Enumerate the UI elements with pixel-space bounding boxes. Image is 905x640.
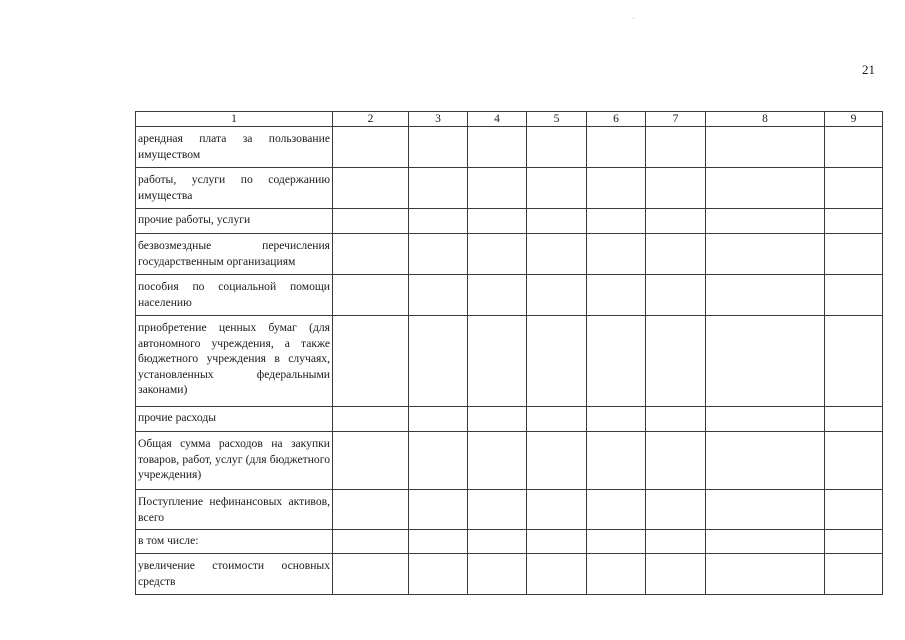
table-cell <box>468 432 527 490</box>
table-cell <box>468 554 527 595</box>
row-label: в том числе: <box>136 530 333 554</box>
table-row <box>136 530 883 554</box>
row-label: безвозмездные перечисления государственным организациям <box>136 234 333 275</box>
table-cell <box>527 209 587 234</box>
table-cell <box>587 407 646 432</box>
table-cell <box>706 554 825 595</box>
table-cell <box>706 234 825 275</box>
table-cell <box>527 432 587 490</box>
table-cell <box>825 127 883 168</box>
table-cell <box>587 275 646 316</box>
table-cell <box>333 316 409 407</box>
table-cell <box>646 490 706 530</box>
table-row <box>136 490 883 530</box>
row-label: Поступление нефинансовых активов, всего <box>136 490 333 530</box>
table-cell <box>333 554 409 595</box>
table-header-row <box>136 112 883 127</box>
table-cell <box>409 530 468 554</box>
page-number: 21 <box>862 62 875 77</box>
row-label: арендная плата за пользование имуществом <box>136 127 333 168</box>
table-cell <box>333 127 409 168</box>
table-cell <box>825 554 883 595</box>
table-cell <box>706 490 825 530</box>
table-cell <box>587 554 646 595</box>
table-cell <box>468 209 527 234</box>
row-label: работы, услуги по содержанию имущества <box>136 168 333 209</box>
table-row <box>136 432 883 490</box>
table-cell <box>646 432 706 490</box>
report-table <box>135 111 883 595</box>
table-cell <box>333 530 409 554</box>
table-cell <box>409 432 468 490</box>
table-cell <box>706 127 825 168</box>
table-cell <box>468 234 527 275</box>
table-cell <box>409 554 468 595</box>
table-cell <box>706 432 825 490</box>
column-header: 9 <box>825 112 883 127</box>
table-cell <box>706 168 825 209</box>
table-cell <box>706 275 825 316</box>
table-cell <box>527 316 587 407</box>
table-cell <box>825 432 883 490</box>
column-header: 7 <box>646 112 706 127</box>
table-cell <box>825 490 883 530</box>
table-cell <box>468 168 527 209</box>
table-cell <box>825 209 883 234</box>
table-cell <box>468 530 527 554</box>
table-cell <box>333 490 409 530</box>
table-cell <box>468 407 527 432</box>
table-cell <box>587 530 646 554</box>
table-cell <box>468 316 527 407</box>
table-row <box>136 209 883 234</box>
column-header: 5 <box>527 112 587 127</box>
table-cell <box>646 316 706 407</box>
table-cell <box>409 316 468 407</box>
table-cell <box>646 407 706 432</box>
table-cell <box>333 209 409 234</box>
table-cell <box>527 275 587 316</box>
row-label: прочие расходы <box>136 407 333 432</box>
table-cell <box>825 168 883 209</box>
table-row <box>136 316 883 407</box>
table-cell <box>527 127 587 168</box>
column-header: 6 <box>587 112 646 127</box>
table-cell <box>646 530 706 554</box>
row-label: Общая сумма расходов на закупки товаров, работ, услуг (для бюджетного учреждения) <box>136 432 333 490</box>
table-cell <box>409 407 468 432</box>
table-cell <box>825 316 883 407</box>
table-row <box>136 407 883 432</box>
table-cell <box>646 554 706 595</box>
row-label: пособия по социальной помощи населению <box>136 275 333 316</box>
table-cell <box>468 127 527 168</box>
column-header: 1 <box>136 112 333 127</box>
table-cell <box>646 127 706 168</box>
table-row <box>136 127 883 168</box>
table-cell <box>646 234 706 275</box>
table-row <box>136 234 883 275</box>
table-cell <box>527 490 587 530</box>
table-cell <box>527 168 587 209</box>
table-row <box>136 275 883 316</box>
table-cell <box>409 209 468 234</box>
table-cell <box>706 316 825 407</box>
table-cell <box>409 168 468 209</box>
table-cell <box>587 490 646 530</box>
table-cell <box>527 234 587 275</box>
table-cell <box>825 530 883 554</box>
table-cell <box>587 234 646 275</box>
table-cell <box>468 490 527 530</box>
table-cell <box>409 275 468 316</box>
table-cell <box>333 432 409 490</box>
table-row <box>136 168 883 209</box>
table-cell <box>706 530 825 554</box>
column-header: 8 <box>706 112 825 127</box>
row-label: прочие работы, услуги <box>136 209 333 234</box>
table-cell <box>587 432 646 490</box>
table-cell <box>587 168 646 209</box>
table-cell <box>527 530 587 554</box>
table-cell <box>825 234 883 275</box>
column-header: 3 <box>409 112 468 127</box>
table-cell <box>706 209 825 234</box>
table-cell <box>333 407 409 432</box>
table-cell <box>587 209 646 234</box>
table-cell <box>646 209 706 234</box>
column-header: 4 <box>468 112 527 127</box>
row-label: увеличение стоимости основных средств <box>136 554 333 595</box>
table-cell <box>587 127 646 168</box>
row-label: приобретение ценных бумаг (для автономного учреждения, а также бюджетного учреждения в случаях, установленных федеральными законами) <box>136 316 333 407</box>
table-row <box>136 554 883 595</box>
table-cell <box>825 275 883 316</box>
table-cell <box>646 168 706 209</box>
table-cell <box>587 316 646 407</box>
table-cell <box>333 168 409 209</box>
table-cell <box>333 275 409 316</box>
table-cell <box>333 234 409 275</box>
scan-speck <box>633 18 634 19</box>
table-cell <box>409 234 468 275</box>
table-cell <box>527 554 587 595</box>
table-cell <box>825 407 883 432</box>
table-cell <box>706 407 825 432</box>
column-header: 2 <box>333 112 409 127</box>
table-cell <box>468 275 527 316</box>
table-cell <box>409 127 468 168</box>
table-cell <box>527 407 587 432</box>
table-cell <box>409 490 468 530</box>
table-cell <box>646 275 706 316</box>
